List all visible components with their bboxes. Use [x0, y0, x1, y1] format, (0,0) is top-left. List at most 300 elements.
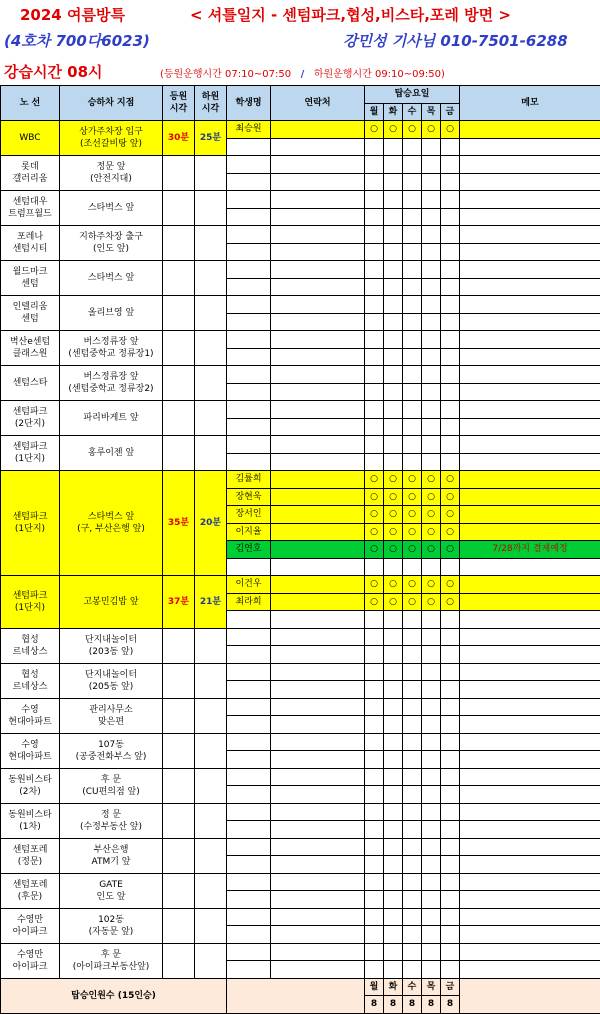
day-check-cell	[403, 681, 422, 699]
stop-cell: 후 문 (CU편의점 앞)	[60, 768, 163, 803]
student-name-cell	[227, 278, 271, 296]
day-check-cell	[403, 383, 422, 401]
depart-time-cell	[195, 366, 227, 401]
day-check-cell	[422, 646, 441, 664]
contact-cell	[271, 856, 365, 874]
day-check-cell	[422, 803, 441, 821]
day-check-cell	[441, 716, 460, 734]
contact-cell	[271, 803, 365, 821]
day-check-cell	[365, 313, 384, 331]
day-check-cell	[365, 401, 384, 419]
memo-cell	[460, 488, 600, 506]
memo-cell	[460, 838, 600, 856]
depart-time-cell	[195, 401, 227, 436]
contact-cell	[271, 296, 365, 314]
day-check-cell	[441, 663, 460, 681]
student-name-cell	[227, 348, 271, 366]
day-check-cell	[441, 943, 460, 961]
student-name-cell	[227, 681, 271, 699]
day-check-cell: ○	[422, 471, 441, 489]
day-check-cell	[403, 208, 422, 226]
day-header: 목	[422, 103, 441, 121]
day-check-cell: ○	[441, 488, 460, 506]
arrive-time-cell	[163, 191, 195, 226]
stop-cell: 관리사무소 맞은편	[60, 698, 163, 733]
day-header: 금	[441, 103, 460, 121]
day-check-cell	[384, 138, 403, 156]
day-check-cell	[441, 348, 460, 366]
memo-cell	[460, 453, 600, 471]
student-name-cell: 이지율	[227, 523, 271, 541]
contact-cell	[271, 208, 365, 226]
student-name-cell	[227, 331, 271, 349]
student-name-cell	[227, 243, 271, 261]
stop-cell: 102동 (자동문 앞)	[60, 908, 163, 943]
program-title: 2024 여름방특	[20, 4, 125, 25]
day-check-cell	[384, 331, 403, 349]
stop-cell: 스타벅스 앞	[60, 261, 163, 296]
stop-cell: 파리바게트 앞	[60, 401, 163, 436]
contact-cell	[271, 138, 365, 156]
contact-cell	[271, 418, 365, 436]
contact-cell	[271, 523, 365, 541]
day-check-cell: ○	[365, 541, 384, 559]
memo-cell	[460, 628, 600, 646]
day-check-cell	[384, 751, 403, 769]
day-check-cell	[441, 208, 460, 226]
stop-cell: 107동 (공중전화부스 앞)	[60, 733, 163, 768]
day-check-cell	[384, 856, 403, 874]
day-check-cell	[365, 296, 384, 314]
col-student-header: 학생명	[227, 86, 271, 121]
contact-cell	[271, 453, 365, 471]
day-check-cell	[441, 173, 460, 191]
day-check-cell	[422, 383, 441, 401]
day-check-cell: ○	[403, 576, 422, 594]
day-check-cell	[422, 331, 441, 349]
contact-cell	[271, 908, 365, 926]
day-check-cell	[403, 348, 422, 366]
day-check-cell	[441, 313, 460, 331]
day-check-cell	[384, 296, 403, 314]
day-check-cell	[365, 558, 384, 576]
depart-time-cell	[195, 296, 227, 331]
day-check-cell	[441, 138, 460, 156]
day-check-cell	[403, 296, 422, 314]
day-check-cell: ○	[365, 488, 384, 506]
table-row	[1, 156, 600, 174]
student-name-cell: 장현욱	[227, 488, 271, 506]
memo-cell	[460, 296, 600, 314]
table-row	[1, 768, 600, 786]
day-check-cell	[422, 943, 441, 961]
day-check-cell	[365, 751, 384, 769]
day-check-cell	[403, 646, 422, 664]
day-check-cell	[441, 278, 460, 296]
memo-cell	[460, 698, 600, 716]
day-check-cell: ○	[403, 121, 422, 139]
table-row	[1, 471, 600, 489]
memo-cell	[460, 401, 600, 419]
day-check-cell: ○	[441, 523, 460, 541]
day-check-cell: ○	[365, 576, 384, 594]
day-check-cell	[365, 838, 384, 856]
student-name-cell	[227, 926, 271, 944]
memo-cell	[460, 856, 600, 874]
day-check-cell	[422, 716, 441, 734]
day-check-cell	[403, 821, 422, 839]
stop-cell: 지하주차장 출구 (인도 앞)	[60, 226, 163, 261]
day-check-cell	[365, 436, 384, 454]
student-name-cell: 김률희	[227, 471, 271, 489]
day-check-cell	[384, 436, 403, 454]
day-check-cell	[422, 261, 441, 279]
table-row	[1, 908, 600, 926]
stop-cell: 고봉민김밥 앞	[60, 576, 163, 629]
day-check-cell: ○	[441, 506, 460, 524]
day-check-cell: ○	[384, 576, 403, 594]
col-depart-header: 하원 시각	[195, 86, 227, 121]
contact-cell	[271, 278, 365, 296]
route-cell: 센텀파크 (1단지)	[1, 471, 60, 576]
day-check-cell	[365, 156, 384, 174]
day-check-cell	[365, 226, 384, 244]
day-check-cell	[384, 348, 403, 366]
contact-cell	[271, 821, 365, 839]
day-check-cell	[441, 681, 460, 699]
day-check-cell	[384, 383, 403, 401]
depart-time-cell	[195, 803, 227, 838]
route-cell: 수영만 아이파크	[1, 943, 60, 978]
table-row	[1, 576, 600, 594]
arrive-time-cell	[163, 628, 195, 663]
contact-cell	[271, 313, 365, 331]
day-check-cell	[384, 716, 403, 734]
day-check-cell	[384, 891, 403, 909]
depart-time-cell	[195, 261, 227, 296]
memo-cell	[460, 471, 600, 489]
arrive-time-cell	[163, 436, 195, 471]
day-check-cell	[403, 873, 422, 891]
student-name-cell: 장서인	[227, 506, 271, 524]
memo-cell	[460, 138, 600, 156]
table-row	[1, 226, 600, 244]
day-check-cell	[403, 663, 422, 681]
day-check-cell: ○	[384, 121, 403, 139]
day-check-cell	[422, 873, 441, 891]
memo-cell	[460, 926, 600, 944]
table-row	[1, 121, 600, 139]
contact-cell	[271, 506, 365, 524]
day-check-cell	[384, 558, 403, 576]
table-row	[1, 943, 600, 961]
route-cell: 수영만 아이파크	[1, 908, 60, 943]
day-check-cell	[384, 243, 403, 261]
day-check-cell	[403, 261, 422, 279]
arrive-time-cell	[163, 908, 195, 943]
day-check-cell	[441, 296, 460, 314]
route-cell: 수영 현대아파트	[1, 698, 60, 733]
day-check-cell	[365, 856, 384, 874]
header-line-1	[0, 4, 600, 28]
contact-cell	[271, 943, 365, 961]
day-check-cell	[441, 751, 460, 769]
contact-cell	[271, 593, 365, 611]
day-check-cell	[403, 838, 422, 856]
day-check-cell	[441, 786, 460, 804]
day-check-cell: ○	[441, 121, 460, 139]
day-check-cell: ○	[403, 488, 422, 506]
day-check-cell	[441, 261, 460, 279]
student-name-cell	[227, 611, 271, 629]
day-check-cell	[422, 243, 441, 261]
memo-cell	[460, 191, 600, 209]
contact-cell	[271, 471, 365, 489]
memo-cell	[460, 156, 600, 174]
day-check-cell	[422, 173, 441, 191]
route-cell: 벽산e센텀 클래스원	[1, 331, 60, 366]
day-check-cell: ○	[441, 593, 460, 611]
header-line-3	[0, 59, 600, 83]
day-check-cell	[403, 716, 422, 734]
driver-info: 강민성 기사님 010-7501-6288	[343, 30, 568, 51]
day-check-cell	[403, 191, 422, 209]
day-check-cell	[384, 943, 403, 961]
footer-day: 목	[422, 978, 441, 996]
stop-cell: 올리브영 앞	[60, 296, 163, 331]
stop-cell: 스타벅스 앞 (구, 부산은행 앞)	[60, 471, 163, 576]
depart-time-cell: 25분	[195, 121, 227, 156]
route-cell: 센텀대우 트럼프월드	[1, 191, 60, 226]
memo-cell	[460, 786, 600, 804]
day-check-cell	[422, 366, 441, 384]
day-check-cell	[384, 698, 403, 716]
day-check-cell: ○	[403, 471, 422, 489]
student-name-cell	[227, 261, 271, 279]
stop-cell: 정 문 (수정부동산 앞)	[60, 803, 163, 838]
footer-label: 탑승인원수 (15인승)	[1, 978, 227, 1013]
day-check-cell	[422, 191, 441, 209]
day-check-cell: ○	[384, 471, 403, 489]
arrive-time-cell: 37분	[163, 576, 195, 629]
day-check-cell	[403, 751, 422, 769]
day-check-cell	[403, 313, 422, 331]
day-check-cell: ○	[441, 576, 460, 594]
student-name-cell: 최라희	[227, 593, 271, 611]
memo-cell	[460, 961, 600, 979]
day-check-cell	[441, 383, 460, 401]
day-check-cell	[403, 401, 422, 419]
contact-cell	[271, 121, 365, 139]
student-name-cell	[227, 436, 271, 454]
stop-cell: 스타벅스 앞	[60, 191, 163, 226]
day-check-cell	[384, 313, 403, 331]
day-check-cell: ○	[422, 488, 441, 506]
day-check-cell	[422, 663, 441, 681]
day-check-cell: ○	[441, 471, 460, 489]
contact-cell	[271, 191, 365, 209]
day-check-cell	[422, 558, 441, 576]
memo-cell	[460, 558, 600, 576]
arrive-time-cell: 35분	[163, 471, 195, 576]
day-check-cell: ○	[384, 488, 403, 506]
memo-cell	[460, 208, 600, 226]
student-name-cell	[227, 663, 271, 681]
contact-cell	[271, 646, 365, 664]
day-check-cell	[384, 786, 403, 804]
run-times: (등원운행시간 07:10~07:50 / 하원운행시간 09:10~09:50)	[160, 65, 445, 80]
depart-time-cell: 21분	[195, 576, 227, 629]
memo-cell	[460, 768, 600, 786]
day-check-cell: ○	[384, 593, 403, 611]
day-check-cell: ○	[365, 593, 384, 611]
day-check-cell	[441, 856, 460, 874]
day-check-cell	[384, 453, 403, 471]
class-time: 강습시간 08시	[4, 61, 103, 82]
day-check-cell	[441, 226, 460, 244]
col-arrive-header: 등원 시각	[163, 86, 195, 121]
table-row	[1, 803, 600, 821]
contact-cell	[271, 768, 365, 786]
memo-cell	[460, 173, 600, 191]
route-cell: 월드마크 센텀	[1, 261, 60, 296]
contact-cell	[271, 663, 365, 681]
day-check-cell	[422, 908, 441, 926]
memo-cell: 7/28까지 결제예정	[460, 541, 600, 559]
contact-cell	[271, 733, 365, 751]
route-cell: 센텀파크 (1단지)	[1, 436, 60, 471]
depart-time-cell	[195, 436, 227, 471]
day-check-cell	[365, 418, 384, 436]
day-check-cell	[384, 628, 403, 646]
memo-cell	[460, 716, 600, 734]
student-name-cell	[227, 208, 271, 226]
memo-cell	[460, 663, 600, 681]
table-row	[1, 191, 600, 209]
day-check-cell	[384, 208, 403, 226]
contact-cell	[271, 628, 365, 646]
day-check-cell	[384, 278, 403, 296]
day-check-cell	[365, 716, 384, 734]
contact-cell	[271, 243, 365, 261]
day-check-cell	[384, 873, 403, 891]
day-check-cell	[422, 821, 441, 839]
day-check-cell	[365, 961, 384, 979]
depart-time-cell	[195, 908, 227, 943]
route-cell: 협성 르네상스	[1, 628, 60, 663]
student-name-cell	[227, 313, 271, 331]
route-cell: 센텀포레 (정문)	[1, 838, 60, 873]
day-check-cell	[441, 803, 460, 821]
day-check-cell	[422, 348, 441, 366]
shuttle-log-table	[0, 85, 600, 1014]
day-check-cell	[403, 366, 422, 384]
student-name-cell	[227, 786, 271, 804]
route-cell: 협성 르네상스	[1, 663, 60, 698]
depart-time-cell	[195, 191, 227, 226]
day-check-cell	[441, 926, 460, 944]
day-check-cell	[384, 156, 403, 174]
day-check-cell	[384, 366, 403, 384]
day-check-cell	[441, 961, 460, 979]
day-check-cell	[403, 331, 422, 349]
student-name-cell	[227, 156, 271, 174]
day-check-cell	[403, 558, 422, 576]
arrive-time-cell	[163, 296, 195, 331]
day-check-cell: ○	[422, 523, 441, 541]
table-row	[1, 873, 600, 891]
student-name-cell	[227, 891, 271, 909]
day-check-cell	[422, 751, 441, 769]
day-check-cell	[403, 436, 422, 454]
day-check-cell: ○	[365, 471, 384, 489]
day-check-cell	[422, 401, 441, 419]
footer-count: 8	[384, 996, 403, 1014]
day-check-cell	[403, 768, 422, 786]
memo-cell	[460, 943, 600, 961]
arrive-time-cell	[163, 838, 195, 873]
route-cell: 동원비스타 (1차)	[1, 803, 60, 838]
day-check-cell	[422, 611, 441, 629]
day-check-cell	[384, 173, 403, 191]
route-cell: 센텀스타	[1, 366, 60, 401]
stop-cell: 단지내놀이터 (205동 앞)	[60, 663, 163, 698]
memo-cell	[460, 523, 600, 541]
day-check-cell	[441, 768, 460, 786]
day-check-cell	[365, 943, 384, 961]
student-name-cell	[227, 401, 271, 419]
memo-cell	[460, 506, 600, 524]
memo-cell	[460, 331, 600, 349]
contact-cell	[271, 348, 365, 366]
memo-cell	[460, 243, 600, 261]
table-row	[1, 261, 600, 279]
footer-day: 월	[365, 978, 384, 996]
memo-cell	[460, 593, 600, 611]
memo-cell	[460, 803, 600, 821]
memo-cell	[460, 908, 600, 926]
footer-count: 8	[422, 996, 441, 1014]
stop-cell: 정문 앞 (안전지대)	[60, 156, 163, 191]
day-check-cell: ○	[384, 523, 403, 541]
student-name-cell: 이건우	[227, 576, 271, 594]
day-check-cell: ○	[403, 506, 422, 524]
contact-cell	[271, 401, 365, 419]
memo-cell	[460, 576, 600, 594]
student-name-cell	[227, 383, 271, 401]
depart-time-cell	[195, 733, 227, 768]
day-check-cell	[422, 278, 441, 296]
student-name-cell	[227, 226, 271, 244]
arrive-time-cell	[163, 768, 195, 803]
day-check-cell	[403, 453, 422, 471]
student-name-cell	[227, 768, 271, 786]
arrive-time-cell	[163, 331, 195, 366]
route-cell: 수영 현대아파트	[1, 733, 60, 768]
memo-cell	[460, 278, 600, 296]
day-check-cell	[384, 226, 403, 244]
day-check-cell	[403, 173, 422, 191]
day-check-cell	[441, 558, 460, 576]
arrive-time-cell: 30분	[163, 121, 195, 156]
day-check-cell	[403, 733, 422, 751]
day-check-cell	[365, 698, 384, 716]
footer-day: 화	[384, 978, 403, 996]
day-header: 화	[384, 103, 403, 121]
day-check-cell	[365, 873, 384, 891]
day-check-cell	[384, 261, 403, 279]
arrive-time-cell	[163, 873, 195, 908]
